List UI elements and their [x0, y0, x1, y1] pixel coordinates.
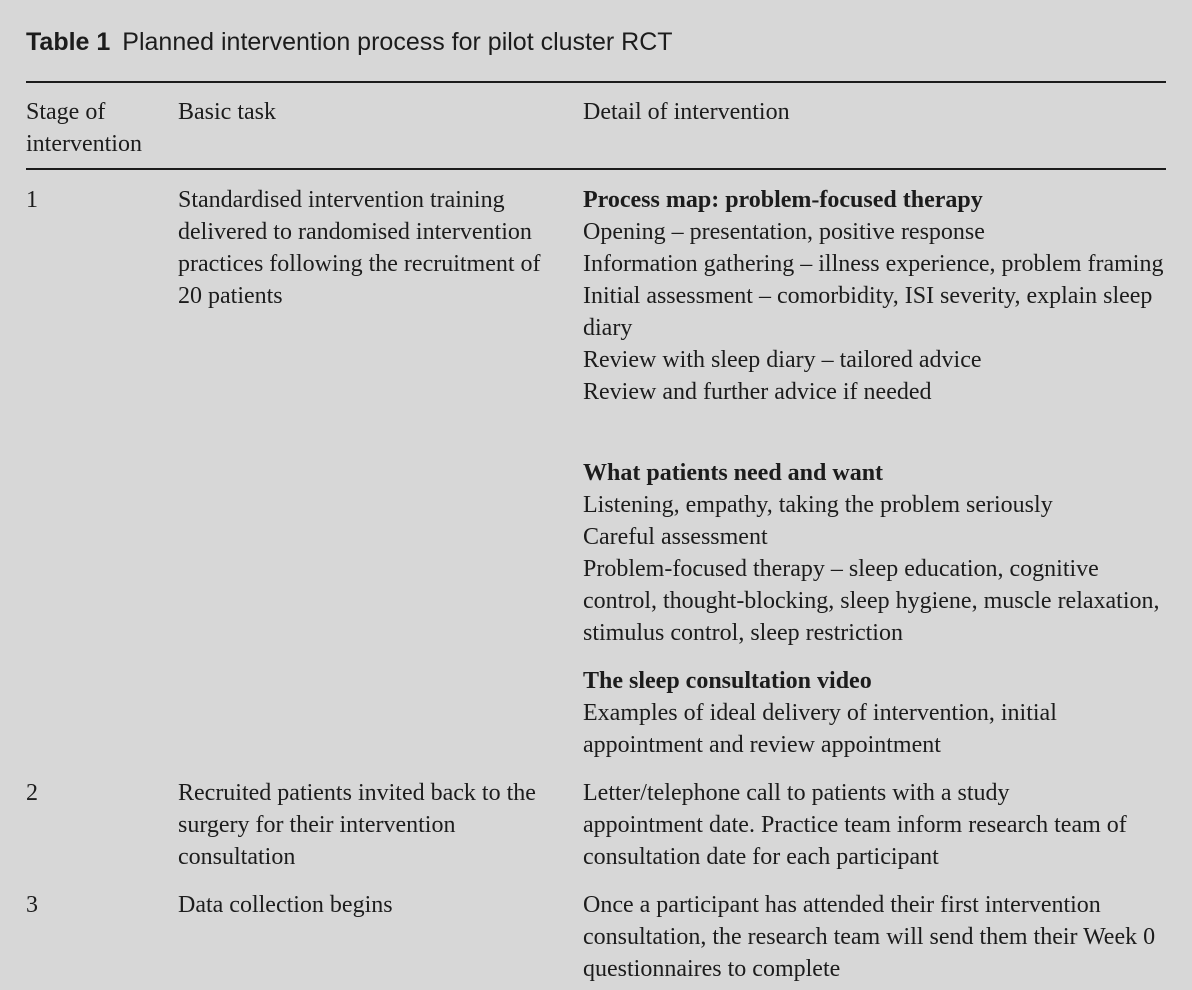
- detail-line: Opening – presentation, positive response: [583, 219, 985, 245]
- row-1-detail-group-1: [583, 184, 1173, 408]
- row-2-stage: 2: [26, 780, 38, 806]
- top-rule: [26, 81, 1166, 83]
- row-3-task: Data collection begins: [178, 892, 393, 918]
- detail-line: Listening, empathy, taking the problem seriously: [583, 492, 1053, 518]
- header-detail: Detail of intervention: [583, 99, 790, 125]
- detail-line: Information gathering – illness experience, problem framing: [583, 251, 1164, 277]
- detail-line: Initial assessment – comorbidity, ISI severity, explain sleep diary: [583, 283, 1153, 341]
- row-1-detail-group-3: [583, 665, 1173, 761]
- table-title: Planned intervention process for pilot cluster RCT: [122, 28, 673, 56]
- row-1-task: Standardised intervention training delivered to randomised intervention practices following the recruitment of 20 patients: [178, 187, 541, 309]
- row-3-detail: Once a participant has attended their first intervention consultation, the research team will send them their Week 0 questionnaires to complete: [583, 892, 1156, 982]
- detail-line: Problem-focused therapy – sleep education, cognitive control, thought-blocking, sleep hygiene, muscle relaxation, stimulus control, sleep restriction: [583, 556, 1160, 646]
- row-2-task: Recruited patients invited back to the surgery for their intervention consultation: [178, 780, 536, 870]
- row-3-stage: 3: [26, 892, 38, 918]
- group-heading: What patients need and want: [583, 460, 884, 486]
- detail-line: Examples of ideal delivery of intervention, initial appointment and review appointment: [583, 700, 1057, 758]
- table-label: Table 1: [26, 28, 111, 56]
- row-2-detail: Letter/telephone call to patients with a study appointment date. Practice team inform research team of consultation date for each participant: [583, 780, 1127, 870]
- row-1-stage: 1: [26, 187, 38, 213]
- row-1-detail-group-2: [583, 457, 1173, 649]
- group-heading: Process map: problem-focused therapy: [583, 187, 983, 213]
- table-caption: [26, 24, 673, 60]
- group-heading: The sleep consultation video: [583, 668, 872, 694]
- header-task: Basic task: [178, 99, 276, 125]
- detail-line: Review with sleep diary – tailored advice: [583, 347, 982, 373]
- header-stage: Stage of intervention: [26, 99, 142, 157]
- header-rule: [26, 168, 1166, 170]
- detail-line: Careful assessment: [583, 524, 768, 550]
- detail-line: Review and further advice if needed: [583, 379, 932, 405]
